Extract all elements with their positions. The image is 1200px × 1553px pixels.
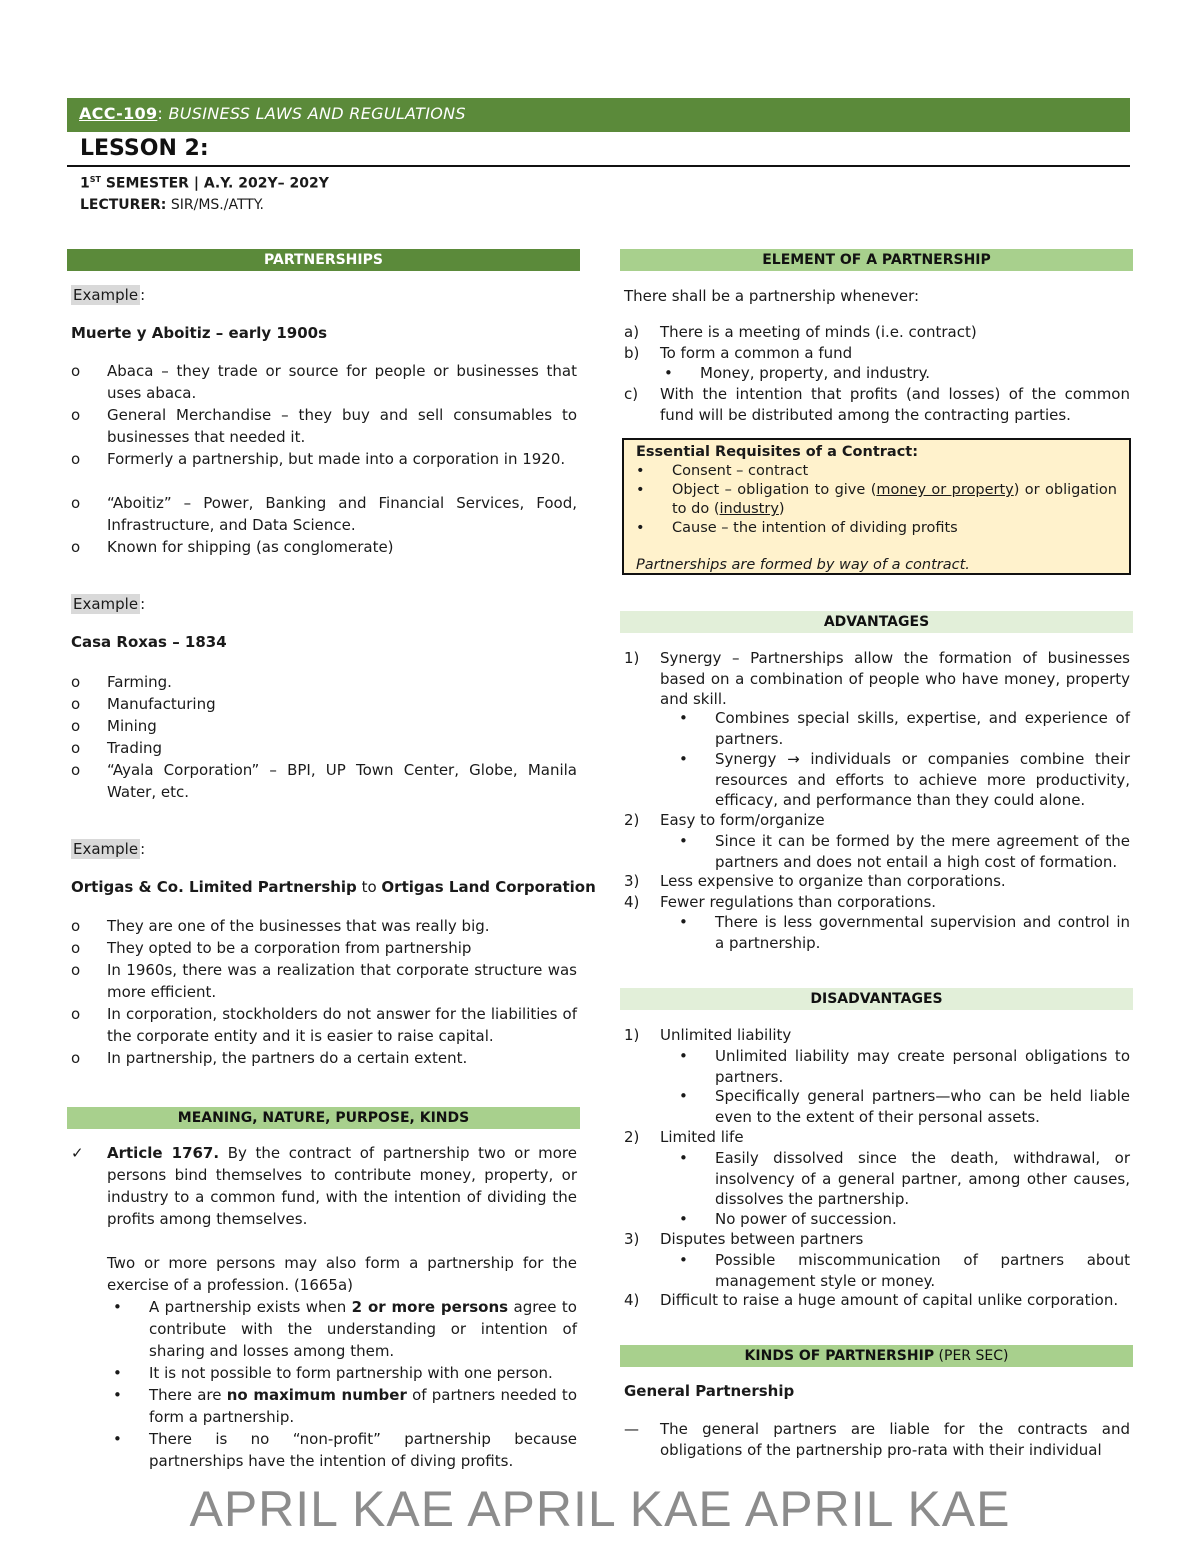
list-item — [624, 322, 1130, 343]
bullet: o — [71, 406, 81, 424]
semester-text: SEMESTER | A.Y. 202Y– 202Y — [100, 175, 329, 192]
text-part: ) — [778, 501, 785, 517]
list-item-text: General Merchandise – they buy and sell consumables to businesses that needed it. — [107, 406, 577, 446]
list-item — [679, 1086, 1130, 1127]
list-item-text: Mining — [107, 717, 157, 735]
list-item — [679, 1148, 1130, 1210]
list-marker: 1) — [624, 649, 640, 667]
requisite-text: Consent – contract — [672, 463, 809, 479]
bullet: • — [679, 1047, 688, 1065]
list-item — [71, 492, 577, 536]
example-2-label — [71, 595, 145, 613]
heading-to: to — [356, 878, 382, 896]
bullet: o — [71, 494, 81, 512]
example-colon: : — [140, 840, 146, 858]
list-item-text: They opted to be a corporation from partnership — [107, 939, 472, 957]
list-item-text: Unlimited liability may create personal obligations to partners. — [715, 1047, 1130, 1086]
text-part: A partnership exists when — [149, 1298, 352, 1316]
list-item — [624, 343, 1130, 364]
bullet: • — [679, 1087, 688, 1105]
list-item-text: “Aboitiz” – Power, Banking and Financial Services, Food, Infrastructure, and Data Science. — [107, 494, 577, 534]
list-item-text: “Ayala Corporation” – BPI, UP Town Center, Globe, Manila Water, etc. — [107, 761, 577, 801]
list-item — [113, 1296, 577, 1362]
list-item-text: Easy to form/organize — [660, 811, 825, 829]
list-marker: c) — [624, 385, 639, 403]
course-separator: : — [157, 104, 164, 123]
section-kinds-title: KINDS OF PARTNERSHIP — [744, 1348, 935, 1364]
text-part: ) or obligation to do ( — [672, 482, 1117, 517]
list-item — [71, 959, 577, 1003]
example-colon: : — [140, 595, 146, 613]
list-item-text: No power of succession. — [715, 1210, 897, 1228]
list-item — [624, 1290, 1130, 1311]
list-item — [624, 1419, 1130, 1461]
bullet: • — [679, 709, 688, 727]
example-3-heading — [71, 878, 596, 896]
list-item-text: Disputes between partners — [660, 1230, 864, 1248]
bullet: • — [679, 1251, 688, 1269]
list-item-text: Synergy – Partnerships allow the formation of businesses based on a combination of people who have money, property and skill. — [660, 649, 1130, 708]
article-label: Article 1767. — [107, 1144, 220, 1162]
text-bold: no maximum number — [226, 1386, 407, 1404]
text-underlined: industry — [719, 501, 779, 517]
watermark-text: APRIL KAE APRIL KAE APRIL KAE — [189, 1481, 1011, 1537]
bullet: o — [71, 961, 81, 979]
section-element: ELEMENT OF A PARTNERSHIP — [620, 249, 1133, 271]
essential-requisites-box — [622, 438, 1131, 575]
section-kinds — [620, 1345, 1133, 1367]
list-item — [624, 384, 1130, 426]
list-item-text: In partnership, the partners do a certain extent. — [107, 1049, 468, 1067]
list-item — [71, 915, 577, 937]
list-item-text: In corporation, stockholders do not answer for the liabilities of the corporate entity and it is easier to raise capital. — [107, 1005, 577, 1045]
lecturer-label: LECTURER: — [80, 197, 167, 213]
bullet: • — [636, 463, 645, 479]
bullet: o — [71, 1005, 81, 1023]
list-item — [679, 708, 1130, 749]
list-marker: 4) — [624, 893, 640, 911]
list-item — [624, 810, 1130, 831]
bullet: • — [636, 520, 645, 536]
example-1-label — [71, 286, 145, 304]
box-footnote: Partnerships are formed by way of a contract. — [636, 557, 970, 573]
list-item — [71, 1047, 577, 1069]
list-item-text: It is not possible to form partnership with one person. — [149, 1364, 553, 1382]
semester-ordinal: ST — [89, 175, 101, 184]
bullet: • — [679, 832, 688, 850]
heading-target: Ortigas Land Corporation — [381, 878, 596, 896]
list-marker: 2) — [624, 811, 640, 829]
bullet: o — [71, 1049, 81, 1067]
bullet: • — [113, 1430, 122, 1448]
semester-line — [80, 175, 329, 192]
bullet: o — [71, 450, 81, 468]
list-item — [71, 360, 577, 404]
section-partnerships: PARTNERSHIPS — [67, 249, 580, 271]
list-item — [624, 892, 1130, 913]
list-item — [71, 937, 577, 959]
bullet: • — [113, 1298, 122, 1316]
list-item-text: Easily dissolved since the death, withdrawal, or insolvency of a general partner, among other causes, dissolves the partnership. — [715, 1149, 1130, 1208]
lecturer-line — [80, 197, 264, 213]
example-colon: : — [140, 286, 146, 304]
list-item-text: Known for shipping (as conglomerate) — [107, 538, 394, 556]
heading-from: Ortigas & Co. Limited Partnership — [71, 878, 357, 896]
list-item — [71, 759, 577, 803]
list-item-text: Trading — [107, 739, 163, 757]
course-title: BUSINESS LAWS AND REGULATIONS — [168, 104, 466, 123]
list-item-text: With the intention that profits (and losses) of the common fund will be distributed among the contracting parties. — [660, 385, 1130, 424]
list-item — [624, 1025, 1130, 1046]
list-item-text: In 1960s, there was a realization that corporate structure was more efficient. — [107, 961, 577, 1001]
section-disadvantages: DISADVANTAGES — [620, 988, 1133, 1010]
list-item-text: Manufacturing — [107, 695, 216, 713]
requisite-text: Cause – the intention of dividing profits — [672, 520, 958, 536]
bullet: o — [71, 695, 81, 713]
article-paragraph-2 — [71, 1252, 577, 1296]
list-item-text: There is less governmental supervision and control in a partnership. — [715, 913, 1130, 952]
list-item — [679, 831, 1130, 872]
example-2-heading: Casa Roxas – 1834 — [71, 633, 227, 651]
bullet: o — [71, 917, 81, 935]
course-header-bar — [67, 98, 1130, 132]
bullet: o — [71, 939, 81, 957]
example-3-label — [71, 840, 145, 858]
bullet: • — [679, 1149, 688, 1167]
list-item — [71, 1003, 577, 1047]
bullet: • — [664, 364, 673, 382]
example-1-heading: Muerte y Aboitiz – early 1900s — [71, 324, 328, 342]
list-item-text: Less expensive to organize than corporations. — [660, 872, 1006, 890]
list-item-text: Difficult to raise a huge amount of capital unlike corporation. — [660, 1291, 1119, 1309]
bullet: o — [71, 538, 81, 556]
list-item — [679, 1250, 1130, 1291]
list-item-text: There is a meeting of minds (i.e. contract) — [660, 323, 977, 341]
dash-marker: — — [624, 1420, 639, 1438]
text-bold: 2 or more persons — [351, 1298, 509, 1316]
list-item-text: Combines special skills, expertise, and experience of partners. — [715, 709, 1130, 748]
example-label: Example — [73, 840, 139, 858]
list-item — [71, 671, 577, 693]
list-marker: b) — [624, 344, 640, 362]
box-title: Essential Requisites of a Contract: — [636, 444, 919, 460]
list-item — [679, 1209, 1130, 1230]
list-marker: 4) — [624, 1291, 640, 1309]
list-item — [113, 1362, 577, 1384]
list-item-text: Possible miscommunication of partners about management style or money. — [715, 1251, 1130, 1290]
list-marker: a) — [624, 323, 640, 341]
bullet: • — [679, 750, 688, 768]
section-advantages: ADVANTAGES — [620, 611, 1133, 633]
text-part: There are — [149, 1386, 227, 1404]
list-item-text: Formerly a partnership, but made into a corporation in 1920. — [107, 450, 566, 468]
list-item — [113, 1384, 577, 1428]
list-item-text: The general partners are liable for the contracts and obligations of the partnership pro-rata with their individual — [660, 1420, 1130, 1459]
article-text: By the contract of partnership two or more persons bind themselves to contribute money, property, or industry to a common fund, with the intention of dividing the profits among themselves. — [107, 1144, 577, 1228]
list-item — [624, 871, 1130, 892]
bullet: • — [113, 1364, 122, 1382]
list-item — [113, 1428, 577, 1472]
lesson-title: LESSON 2: — [80, 136, 209, 161]
paragraph-text: Two or more persons may also form a partnership for the exercise of a profession. (1665a) — [107, 1254, 577, 1294]
list-item — [664, 363, 1130, 384]
bullet: o — [71, 717, 81, 735]
bullet: • — [679, 1210, 688, 1228]
example-label: Example — [73, 595, 139, 613]
bullet: • — [636, 482, 645, 498]
section-meaning-nature: MEANING, NATURE, PURPOSE, KINDS — [67, 1107, 580, 1129]
list-item-text: Abaca – they trade or source for people or businesses that uses abaca. — [107, 362, 577, 402]
list-item — [71, 404, 577, 448]
element-intro: There shall be a partnership whenever: — [624, 287, 920, 305]
text-part: Object – obligation to give ( — [672, 482, 877, 498]
bullet: o — [71, 761, 81, 779]
list-item-text: To form a common a fund — [660, 344, 853, 362]
list-item-text: Unlimited liability — [660, 1026, 792, 1044]
text-part: of partners needed to form a partnership. — [149, 1386, 577, 1426]
semester-number: 1 — [80, 175, 90, 192]
list-item-text: Since it can be formed by the mere agreement of the partners and does not entail a high cost of formation. — [715, 832, 1130, 871]
list-item-text: Specifically general partners—who can be held liable even to the extent of their personal assets. — [715, 1087, 1130, 1126]
text-underlined: money or property — [876, 482, 1014, 498]
list-item — [679, 1046, 1130, 1087]
lesson-divider — [67, 165, 1130, 167]
list-item-text: Synergy → individuals or companies combine their resources and efforts to achieve more productivity, efficacy, and performance than they could alone. — [715, 750, 1130, 809]
section-kinds-note: (PER SEC) — [934, 1348, 1009, 1364]
bullet: o — [71, 673, 81, 691]
list-item — [624, 1127, 1130, 1148]
course-code: ACC-109 — [79, 104, 158, 123]
list-item-text: Limited life — [660, 1128, 744, 1146]
list-item — [624, 1229, 1130, 1250]
list-item-text: Money, property, and industry. — [700, 364, 931, 382]
list-item — [71, 448, 577, 492]
list-item — [624, 648, 1130, 708]
bullet: • — [113, 1386, 122, 1404]
list-marker: 1) — [624, 1026, 640, 1044]
list-item-text: There is no “non-profit” partnership because partnerships have the intention of diving profits. — [149, 1430, 577, 1470]
list-marker: 3) — [624, 1230, 640, 1248]
list-item — [71, 536, 577, 558]
article-1767 — [71, 1142, 577, 1230]
bullet: o — [71, 362, 81, 380]
list-item — [679, 749, 1130, 811]
list-item — [71, 715, 577, 737]
requisite-item — [636, 519, 1117, 538]
lecturer-value: SIR/MS./ATTY. — [166, 197, 264, 213]
list-item — [679, 912, 1130, 953]
list-item-text: They are one of the businesses that was really big. — [107, 917, 490, 935]
list-item — [71, 737, 577, 759]
example-label: Example — [73, 286, 139, 304]
requisite-item — [636, 481, 1117, 519]
text-part: agree to contribute with the understanding or intention of sharing and losses among them. — [149, 1298, 577, 1360]
list-item-text: Farming. — [107, 673, 172, 691]
check-icon: ✓ — [71, 1144, 84, 1162]
requisite-item — [636, 462, 1117, 481]
list-item-text: Fewer regulations than corporations. — [660, 893, 937, 911]
list-marker: 2) — [624, 1128, 640, 1146]
general-partnership-heading: General Partnership — [624, 1382, 795, 1400]
bullet: o — [71, 739, 81, 757]
bullet: • — [679, 913, 688, 931]
list-marker: 3) — [624, 872, 640, 890]
list-item — [71, 693, 577, 715]
